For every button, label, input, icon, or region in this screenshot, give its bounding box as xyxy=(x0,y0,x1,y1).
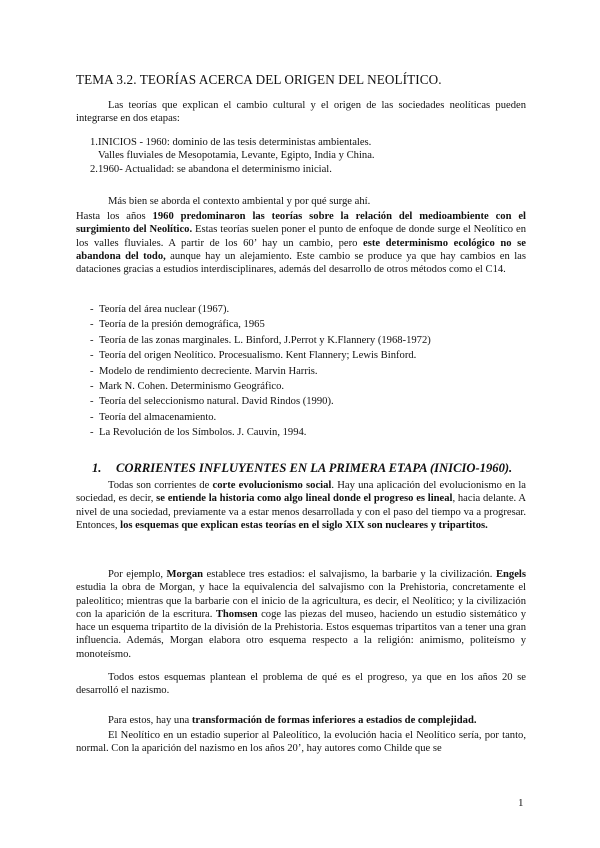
bold-span: transformación de formas inferiores a estadios de complejidad. xyxy=(191,715,477,726)
text-span: Para estos, hay una xyxy=(108,715,192,726)
list-item xyxy=(76,348,526,363)
list-item-text: Teoría del almacenamiento. xyxy=(99,411,217,423)
list-item-text: Teoría de la presión demográfica, 1965 xyxy=(99,319,265,331)
page-number: 1 xyxy=(518,797,524,809)
bold-span: corte evolucionismo social xyxy=(212,480,332,491)
list-item xyxy=(76,410,526,425)
list-number: 1. xyxy=(90,137,98,148)
section-heading-text: CORRIENTES INFLUYENTES EN LA PRIMERA ETAPA (INICIO-1960). xyxy=(116,461,513,475)
bold-span: este determinismo ecológico no se abandona del todo, xyxy=(76,237,526,262)
dash-marker: - xyxy=(90,365,94,377)
list-item-text: La Revolución de los Símbolos. J. Cauvin, 1994. xyxy=(99,427,307,439)
section-number: 1. xyxy=(92,461,102,475)
text-span: Estas teorías suelen poner el punto de enfoque de donde surge el Neolítico en los valles fluviales. A partir de los 60’ hay un cambio, pero xyxy=(76,224,526,249)
text-span: Todas son corrientes de xyxy=(108,480,213,491)
list-item-subtext: Valles fluviales de Mesopotamia, Levante, Egipto, India y China. xyxy=(98,150,375,162)
section-paragraph: Todos estos esquemas plantean el problema de qué es el progreso, ya que en los años 20 se desarrolló el nazismo. xyxy=(76,672,526,697)
text-span: estudia la obra de Morgan, y hace la equivalencia del salvajismo con la Prehistoria, concretamente el paleolítico; mientras que la barbarie con el inicio de la agricultura, es decir, el Neolítico; y la civilización con la aparición de la escritura. xyxy=(76,582,526,620)
dash-marker: - xyxy=(90,350,94,362)
list-item xyxy=(76,163,526,176)
section-paragraph xyxy=(76,479,526,532)
text-span: . Hay una aplicación del evolucionismo en la sociedad, es decir, xyxy=(76,480,526,505)
bold-span: Thomsen xyxy=(215,608,258,620)
list-item xyxy=(76,364,526,379)
dash-marker: - xyxy=(90,319,94,331)
list-item xyxy=(76,425,526,440)
list-item-text: INICIOS - 1960: dominio de las tesis deterministas ambientales. xyxy=(98,137,372,148)
bold-span: Morgan xyxy=(166,569,204,580)
list-item xyxy=(76,333,526,348)
page-title: TEMA 3.2. TEORÍAS ACERCA DEL ORIGEN DEL NEOLÍTICO. xyxy=(76,72,442,87)
dash-marker: - xyxy=(90,396,94,408)
section-paragraph xyxy=(76,568,526,661)
dash-marker: - xyxy=(90,334,94,346)
theories-list xyxy=(76,302,526,441)
list-item xyxy=(76,302,526,317)
list-item xyxy=(76,317,526,332)
stages-list xyxy=(76,136,526,176)
dash-marker: - xyxy=(90,411,94,423)
bold-span: los esquemas que explican estas teorías en el siglo XIX son nucleares y tripartitos. xyxy=(120,519,488,531)
list-item-text: Modelo de rendimiento decreciente. Marvin Harris. xyxy=(99,365,318,377)
list-number: 2. xyxy=(90,163,98,175)
dash-marker: - xyxy=(90,304,94,315)
text-span: , hacia delante. A nivel de una sociedad, previamente va a estar menos desarrollada y con el paso del tiempo va a progresar. Entonces, xyxy=(76,493,526,531)
list-item-text: Teoría del origen Neolítico. Procesualismo. Kent Flannery; Lewis Binford. xyxy=(99,350,417,362)
list-item-text: Teoría del seleccionismo natural. David Rindos (1990). xyxy=(99,396,334,408)
section-heading xyxy=(92,462,532,475)
context-paragraph xyxy=(76,210,526,276)
section-paragraph xyxy=(76,714,526,727)
text-span: establece tres estadios: el salvajismo, la barbarie y la civilización. xyxy=(203,569,496,580)
intro-paragraph: Las teorías que explican el cambio cultural y el origen de las sociedades neolíticas pueden integrarse en dos etapas: xyxy=(76,100,526,125)
text-span: Hasta los años xyxy=(76,211,153,222)
list-item xyxy=(76,394,526,409)
list-item-text: Teoría del área nuclear (1967). xyxy=(99,304,230,315)
list-item xyxy=(76,136,526,163)
list-item-text: Teoría de las zonas marginales. L. Binford, J.Perrot y K.Flannery (1968-1972) xyxy=(99,334,431,346)
bold-span: se entiende la historia como algo lineal donde el progreso es lineal xyxy=(156,493,453,505)
section-paragraph: El Neolítico en un estadio superior al Paleolítico, la evolución hacia el Neolítico sería, por tanto, normal. Con la aparición del nazismo en los años 20’, hay autores como Childe que se xyxy=(76,730,526,755)
text-span: coge las piezas del museo, haciendo un estudio sistemático y hace un esquema tripartito de la división de la Prehistoria. Estos esquemas tripartitos van a tener una gran influencia. Además, Morgan elabora otro esquema respecto a la religión: animismo, politeísmo y monoteísmo. xyxy=(76,608,527,660)
context-line: Más bien se aborda el contexto ambiental y por qué surge ahí. xyxy=(108,196,371,207)
dash-marker: - xyxy=(90,381,94,393)
text-span: Por ejemplo, xyxy=(108,569,167,580)
bold-span: Engels xyxy=(495,569,526,580)
list-item-text: Mark N. Cohen. Determinismo Geográfico. xyxy=(99,381,285,393)
bold-span: 1960 predominaron las teorías sobre la relación del medioambiente con el surgimiento del Neolítico. xyxy=(76,211,526,236)
list-item xyxy=(76,379,526,394)
text-span: aunque hay un alejamiento. Este cambio se produce ya que hay cambios en las dataciones gracias a estudios interdisciplinares, además del desarrollo de otros métodos como el C14. xyxy=(76,250,526,276)
list-item-text: 1960- Actualidad: se abandona el determinismo inicial. xyxy=(98,163,332,175)
dash-marker: - xyxy=(90,427,94,439)
